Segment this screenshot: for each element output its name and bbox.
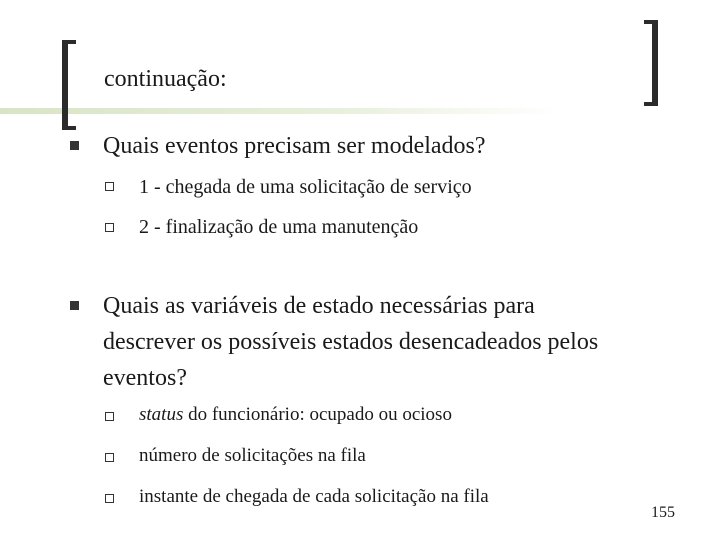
bullet-1-sub-item-2: 2 - finalização de uma manutenção (139, 216, 419, 238)
bullet-2-sub-item-1 (139, 402, 452, 428)
bullet-2-sub-item-3: instante de chegada de cada solicitação na fila (139, 486, 489, 507)
title-underline-band (0, 108, 560, 114)
bullet-2-line-3: eventos? (103, 365, 187, 391)
bullet-2-sub-item-2: número de solicitações na fila (139, 445, 366, 466)
right-bracket-bottom (644, 102, 658, 106)
bullet-square-icon (70, 141, 79, 150)
left-bracket-decoration (62, 40, 68, 130)
left-bracket-top (62, 40, 76, 44)
bullet-1-text: Quais eventos precisam ser modelados? (103, 133, 486, 159)
sub-bullet-box-icon (105, 494, 114, 503)
sub-bullet-box-icon (105, 223, 114, 232)
page-number: 155 (651, 504, 675, 521)
sub-bullet-box-icon (105, 182, 114, 191)
bullet-square-icon (70, 301, 79, 310)
bullet-2-line-1: Quais as variáveis de estado necessárias para (103, 293, 535, 319)
sub-bullet-box-icon (105, 453, 114, 462)
bullet-2-sub-item-1-rest: do funcionário: ocupado ou ocioso (183, 404, 452, 425)
left-bracket-bottom (62, 126, 76, 130)
bullet-2-line-2: descrever os possíveis estados desencadeados pelos (103, 329, 599, 355)
status-italic-word: status (139, 404, 184, 425)
right-bracket-top (644, 20, 658, 24)
bullet-1-sub-item-1: 1 - chegada de uma solicitação de serviço (139, 176, 472, 198)
sub-bullet-box-icon (105, 412, 114, 421)
right-bracket-decoration (652, 20, 658, 106)
slide-title: continuação: (104, 66, 227, 92)
